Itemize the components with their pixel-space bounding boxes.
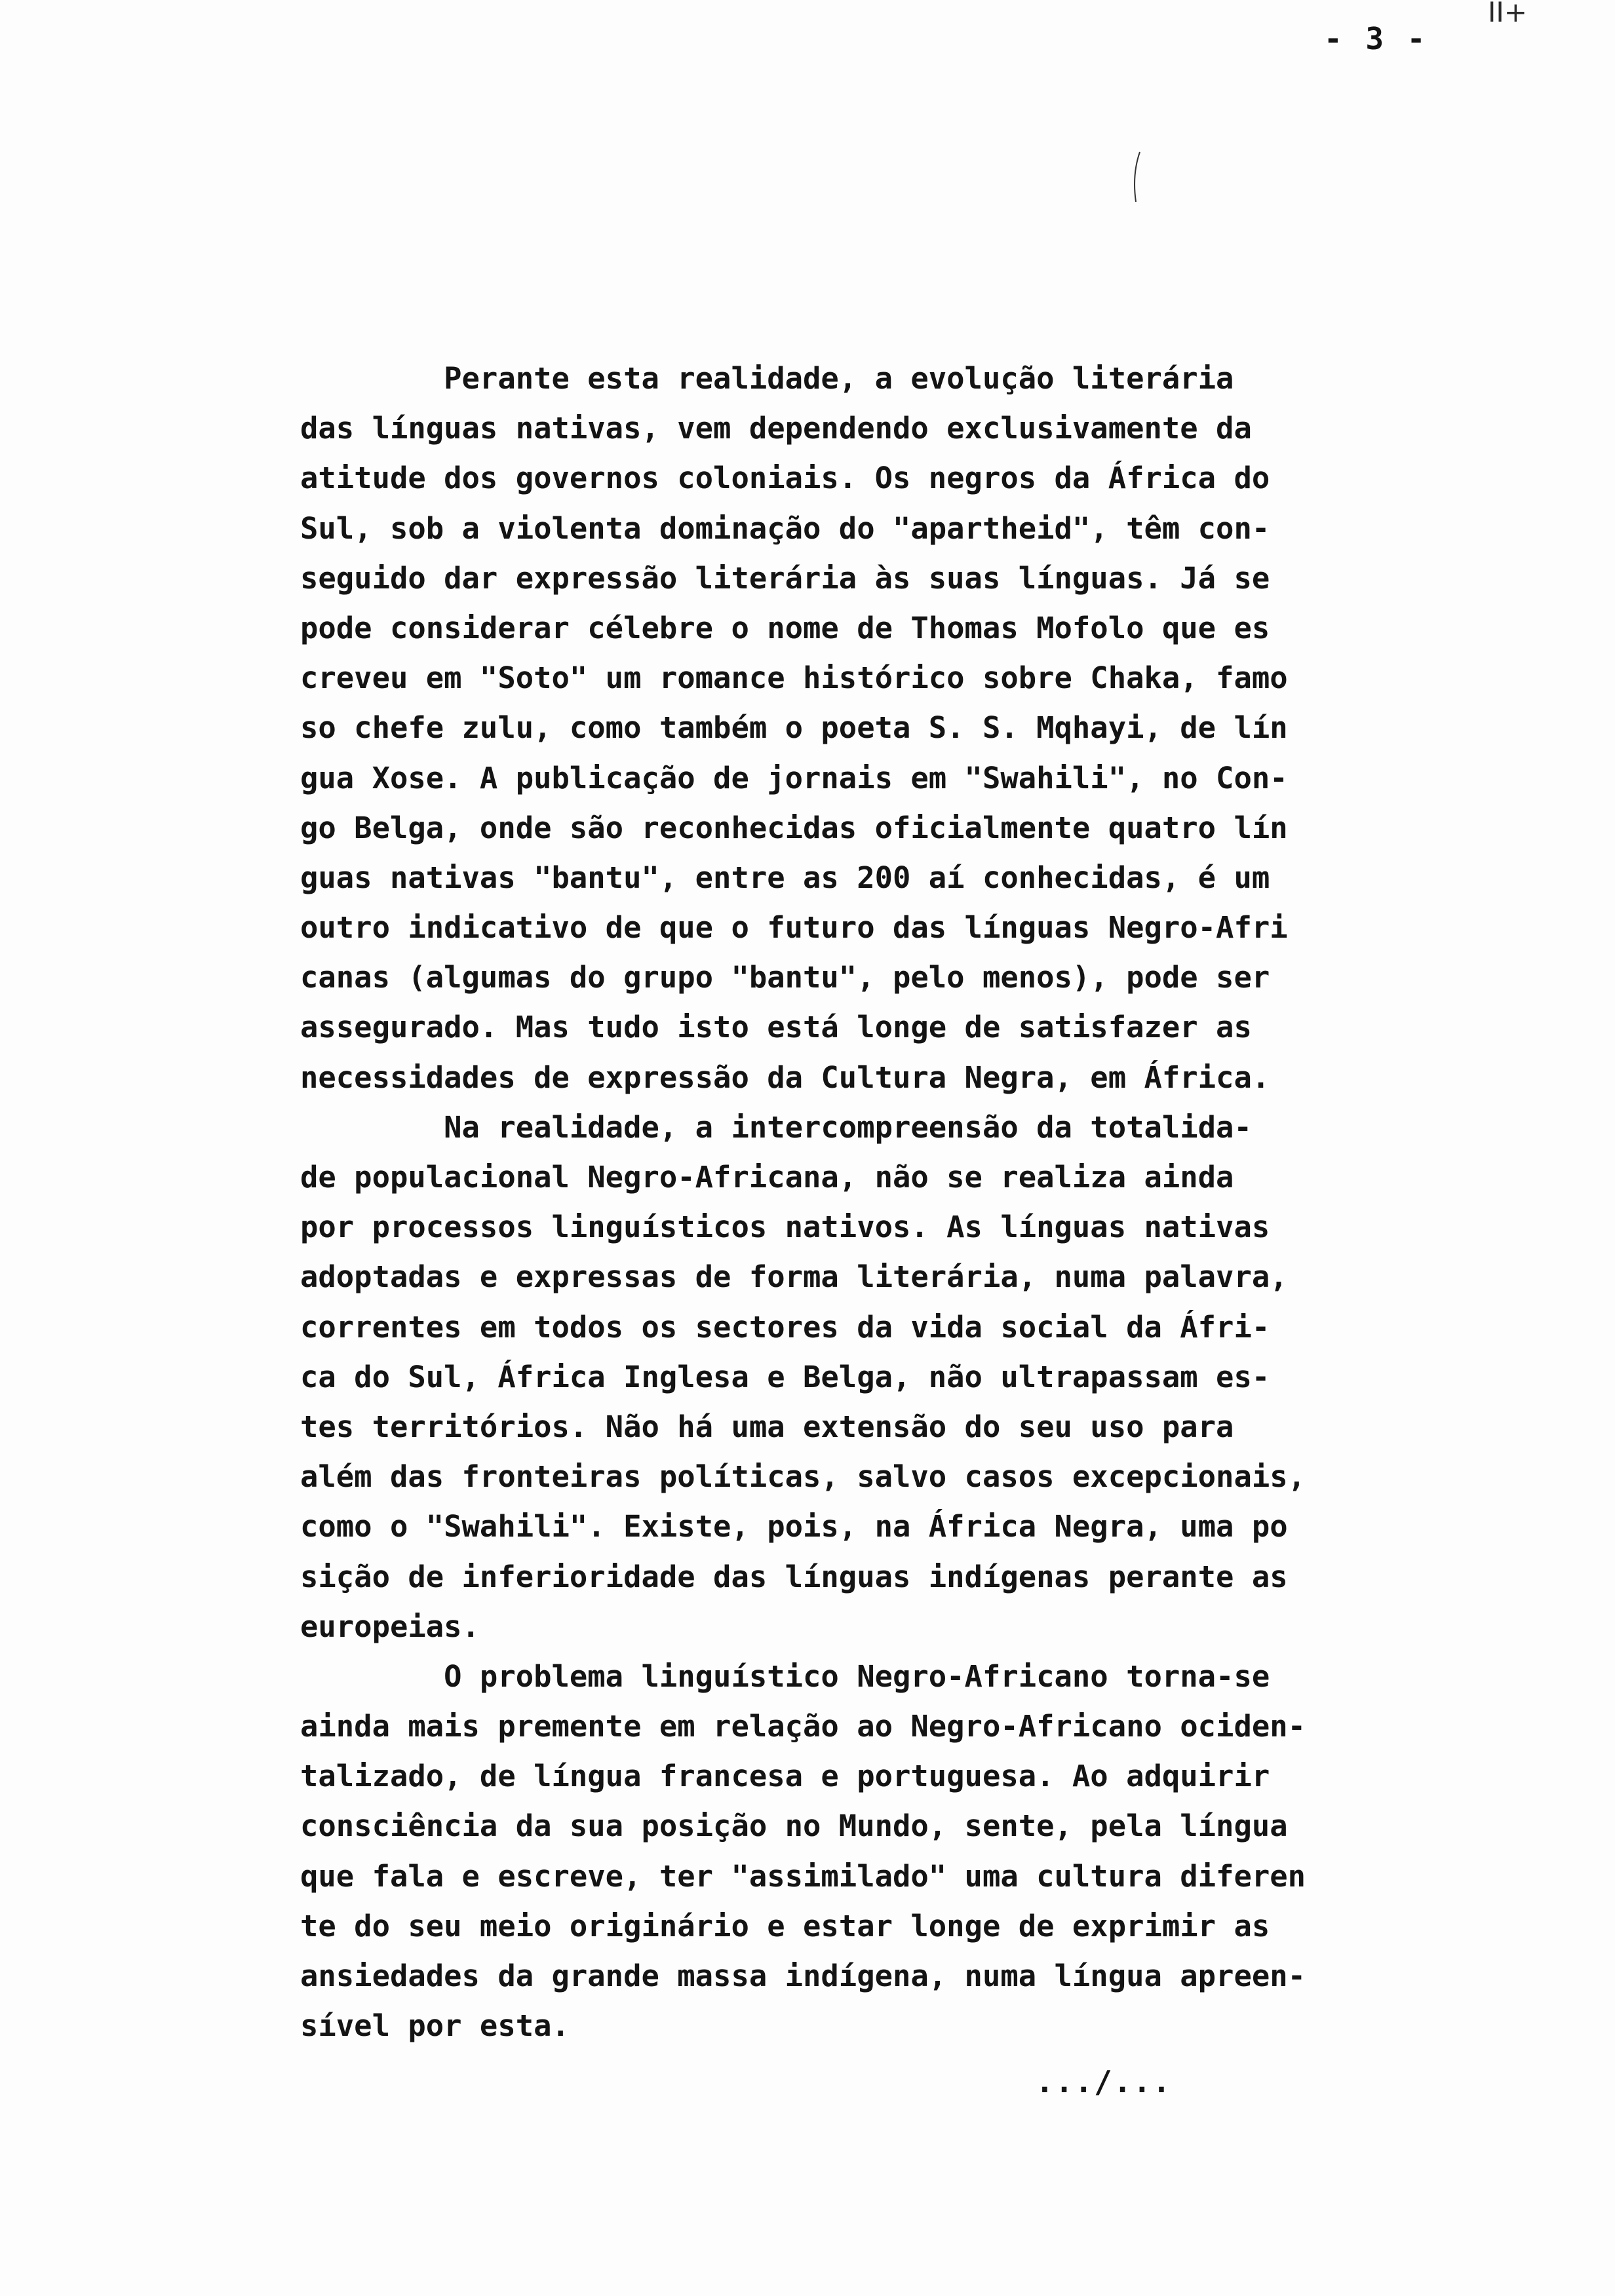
text-line: sível por esta. <box>300 2008 570 2044</box>
text-line: de populacional Negro-Africana, não se realiza ainda <box>300 1160 1234 1195</box>
text-line: europeias. <box>300 1609 480 1644</box>
text-line: canas (algumas do grupo "bantu", pelo menos), pode ser <box>300 960 1270 995</box>
text-line: guas nativas "bantu", entre as 200 aí conhecidas, é um <box>300 860 1270 895</box>
text-line: te do seu meio originário e estar longe de exprimir as <box>300 1908 1270 1943</box>
text-line: O problema linguístico Negro-Africano torna-se <box>300 1658 1270 1694</box>
text-line: so chefe zulu, como também o poeta S. S. Mqhayi, de lín <box>300 710 1288 746</box>
pen-mark <box>1131 151 1144 203</box>
text-line: ca do Sul, África Inglesa e Belga, não ultrapassam es- <box>300 1359 1270 1394</box>
text-line: seguido dar expressão literária às suas línguas. Já se <box>300 560 1270 596</box>
text-line: assegurado. Mas tudo isto está longe de satisfazer as <box>300 1010 1252 1045</box>
text-line: Sul, sob a violenta dominação do "apartheid", têm con- <box>300 510 1270 546</box>
text-line: necessidades de expressão da Cultura Negra, em África. <box>300 1060 1270 1095</box>
text-line: além das fronteiras políticas, salvo casos excepcionais, <box>300 1459 1306 1495</box>
text-line: ansiedades da grande massa indígena, numa língua apreen- <box>300 1959 1306 1993</box>
text-line: talizado, de língua francesa e portuguesa. Ao adquirir <box>300 1759 1270 1794</box>
text-line: tes territórios. Não há uma extensão do seu uso para <box>300 1409 1234 1444</box>
text-line: correntes em todos os sectores da vida social da Áfri- <box>300 1309 1270 1345</box>
text-line: sição de inferioridade das línguas indígenas perante as <box>300 1559 1288 1594</box>
text-line: gua Xose. A publicação de jornais em "Swahili", no Con- <box>300 760 1288 795</box>
body-text <box>300 354 1428 2051</box>
text-line: consciência da sua posição no Mundo, sente, pela língua <box>300 1808 1288 1844</box>
text-line: go Belga, onde são reconhecidas oficialmente quatro lín <box>300 810 1288 845</box>
text-line: creveu em "Soto" um romance histórico sobre Chaka, famo <box>300 660 1288 696</box>
text-line: Perante esta realidade, a evolução literária <box>300 361 1234 396</box>
continuation-mark: .../... <box>1036 2064 1172 2099</box>
text-line: das línguas nativas, vem dependendo exclusivamente da <box>300 411 1252 446</box>
text-line: Na realidade, a intercompreensão da totalida- <box>300 1109 1252 1145</box>
text-line: outro indicativo de que o futuro das línguas Negro-Afri <box>300 910 1288 946</box>
text-line: adoptadas e expressas de forma literária, numa palavra, <box>300 1259 1288 1295</box>
page-number: - 3 - <box>1324 21 1428 56</box>
corner-handwritten-mark: II+ <box>1488 0 1527 28</box>
text-line: como o "Swahili". Existe, pois, na África Negra, uma po <box>300 1509 1288 1544</box>
text-line: ainda mais premente em relação ao Negro-Africano ociden- <box>300 1709 1306 1744</box>
text-line: por processos linguísticos nativos. As línguas nativas <box>300 1210 1270 1245</box>
text-line: pode considerar célebre o nome de Thomas Mofolo que es <box>300 610 1270 645</box>
text-line: atitude dos governos coloniais. Os negros da África do <box>300 461 1270 496</box>
text-line: que fala e escreve, ter "assimilado" uma cultura diferen <box>300 1858 1306 1894</box>
